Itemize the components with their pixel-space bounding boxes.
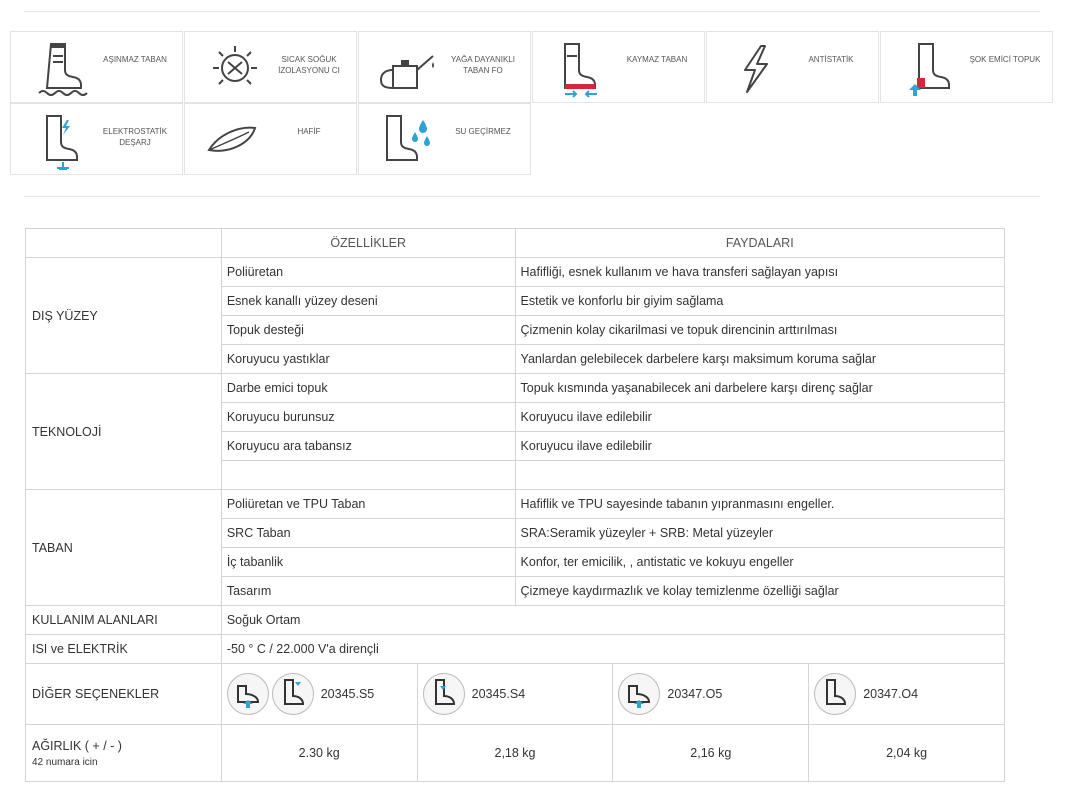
- heat-row: [26, 635, 1005, 664]
- weight-value: 2,16 kg: [613, 725, 809, 782]
- feature-cell: Darbe emici topuk: [221, 374, 515, 403]
- benefit-cell: Hafiflik ve TPU sayesinde tabanın yıpranmasını engeller.: [515, 490, 1004, 519]
- feature-label: KAYMAZ TABAN: [626, 55, 688, 64]
- feather-icon: [195, 110, 265, 170]
- weight-row: [26, 725, 1005, 782]
- feature-label: ELEKTROSTATİK DEŞARJ: [102, 127, 168, 147]
- table-row: [26, 258, 1005, 287]
- anti-slip-boot-icon: [543, 38, 613, 98]
- feature-light: [184, 103, 357, 175]
- benefit-cell: Koruyucu ilave edilebilir: [515, 403, 1004, 432]
- category-cell: TABAN: [26, 490, 222, 606]
- feature-cell: Poliüretan ve TPU Taban: [221, 490, 515, 519]
- benefit-cell: Topuk kısmında yaşanabilecek ani darbelere karşı direnç sağlar: [515, 374, 1004, 403]
- table-row: [26, 490, 1005, 519]
- feature-cell: Topuk desteği: [221, 316, 515, 345]
- boot-option-icon: [272, 673, 314, 715]
- options-table: [25, 663, 1005, 782]
- benefit-cell: [515, 461, 1004, 490]
- table-row: [26, 374, 1005, 403]
- boot-option-icon: [423, 673, 465, 715]
- options-label: DİĞER SEÇENEKLER: [26, 664, 222, 725]
- shock-heel-boot-icon: [891, 38, 961, 98]
- feature-waterproof: [358, 103, 531, 175]
- oil-can-icon: [369, 38, 439, 98]
- benefit-cell: Yanlardan gelebilecek darbelere karşı maksimum koruma sağlar: [515, 345, 1004, 374]
- header-features: ÖZELLİKLER: [221, 229, 515, 258]
- feature-cell: Poliüretan: [221, 258, 515, 287]
- boot-option-icon: [814, 673, 856, 715]
- feature-label: ANTİSTATİK: [808, 55, 854, 64]
- lightning-icon: [717, 38, 787, 98]
- weight-note: 42 numara icin: [32, 756, 98, 768]
- feature-label: SU GEÇİRMEZ: [455, 127, 511, 136]
- option-code: 20345.S4: [471, 687, 526, 701]
- feature-hot-cold: [184, 31, 357, 103]
- top-divider: [24, 11, 1040, 12]
- heat-value: -50 ° C / 22.000 V'a dirençli: [221, 635, 1004, 664]
- feature-cell: SRC Taban: [221, 519, 515, 548]
- feature-cell: Koruyucu ara tabansız: [221, 432, 515, 461]
- options-row: [26, 664, 1005, 725]
- category-cell: DIŞ YÜZEY: [26, 258, 222, 374]
- weight-label: AĞIRLIK ( + / - ): [32, 738, 122, 753]
- feature-label: HAFİF: [297, 127, 321, 136]
- option-code: 20347.O5: [667, 687, 723, 701]
- feature-antistatic: [706, 31, 879, 103]
- feature-slip: [532, 31, 705, 103]
- benefit-cell: Çizmenin kolay cikarilmasi ve topuk direncinin arttırılması: [515, 316, 1004, 345]
- water-drop-boot-icon: [369, 110, 439, 170]
- table-header-row: [26, 229, 1005, 258]
- feature-cell: Esnek kanallı yüzey deseni: [221, 287, 515, 316]
- worn-sole-boot-icon: [21, 38, 91, 98]
- feature-label: AŞINMAZ TABAN: [103, 55, 167, 64]
- benefit-cell: Hafifliği, esnek kullanım ve hava transferi sağlayan yapısı: [515, 258, 1004, 287]
- weight-value: 2,04 kg: [809, 725, 1005, 782]
- feature-cell: Koruyucu yastıklar: [221, 345, 515, 374]
- feature-cell: Tasarım: [221, 577, 515, 606]
- feature-esd: [10, 103, 183, 175]
- feature-cell: [221, 461, 515, 490]
- header-benefits: FAYDALARI: [515, 229, 1004, 258]
- usage-row: [26, 606, 1005, 635]
- spec-table: [25, 228, 1005, 664]
- feature-shock: [880, 31, 1053, 103]
- shoe-option-icon: [618, 673, 660, 715]
- esd-boot-icon: [21, 110, 91, 170]
- weight-value: 2,18 kg: [417, 725, 613, 782]
- feature-wear-sole: [10, 31, 183, 103]
- feature-label: ŞOK EMİCİ TOPUK: [969, 55, 1041, 64]
- shoe-option-icon: [227, 673, 269, 715]
- feature-oil: [358, 31, 531, 103]
- feature-cell: Koruyucu burunsuz: [221, 403, 515, 432]
- feature-label: YAĞA DAYANIKLI TABAN FO: [450, 55, 516, 75]
- usage-label: KULLANIM ALANLARI: [26, 606, 222, 635]
- usage-value: Soğuk Ortam: [221, 606, 1004, 635]
- benefit-cell: Estetik ve konforlu bir giyim sağlama: [515, 287, 1004, 316]
- option-code: 20347.O4: [863, 687, 919, 701]
- benefit-cell: Konfor, ter emicilik, , antistatic ve kokuyu engeller: [515, 548, 1004, 577]
- benefit-cell: SRA:Seramik yüzeyler + SRB: Metal yüzeyler: [515, 519, 1004, 548]
- category-cell: TEKNOLOJİ: [26, 374, 222, 490]
- feature-label: SICAK SOĞUK İZOLASYONU CI: [278, 55, 340, 75]
- benefit-cell: Koruyucu ilave edilebilir: [515, 432, 1004, 461]
- weight-value: 2.30 kg: [221, 725, 417, 782]
- heat-label: ISI ve ELEKTRİK: [26, 635, 222, 664]
- benefit-cell: Çizmeye kaydırmazlık ve kolay temizlenme özelliği sağlar: [515, 577, 1004, 606]
- feature-cell: İç tabanlik: [221, 548, 515, 577]
- option-code: 20345.S5: [320, 687, 375, 701]
- sun-snow-icon: [195, 38, 265, 98]
- mid-divider: [24, 196, 1040, 197]
